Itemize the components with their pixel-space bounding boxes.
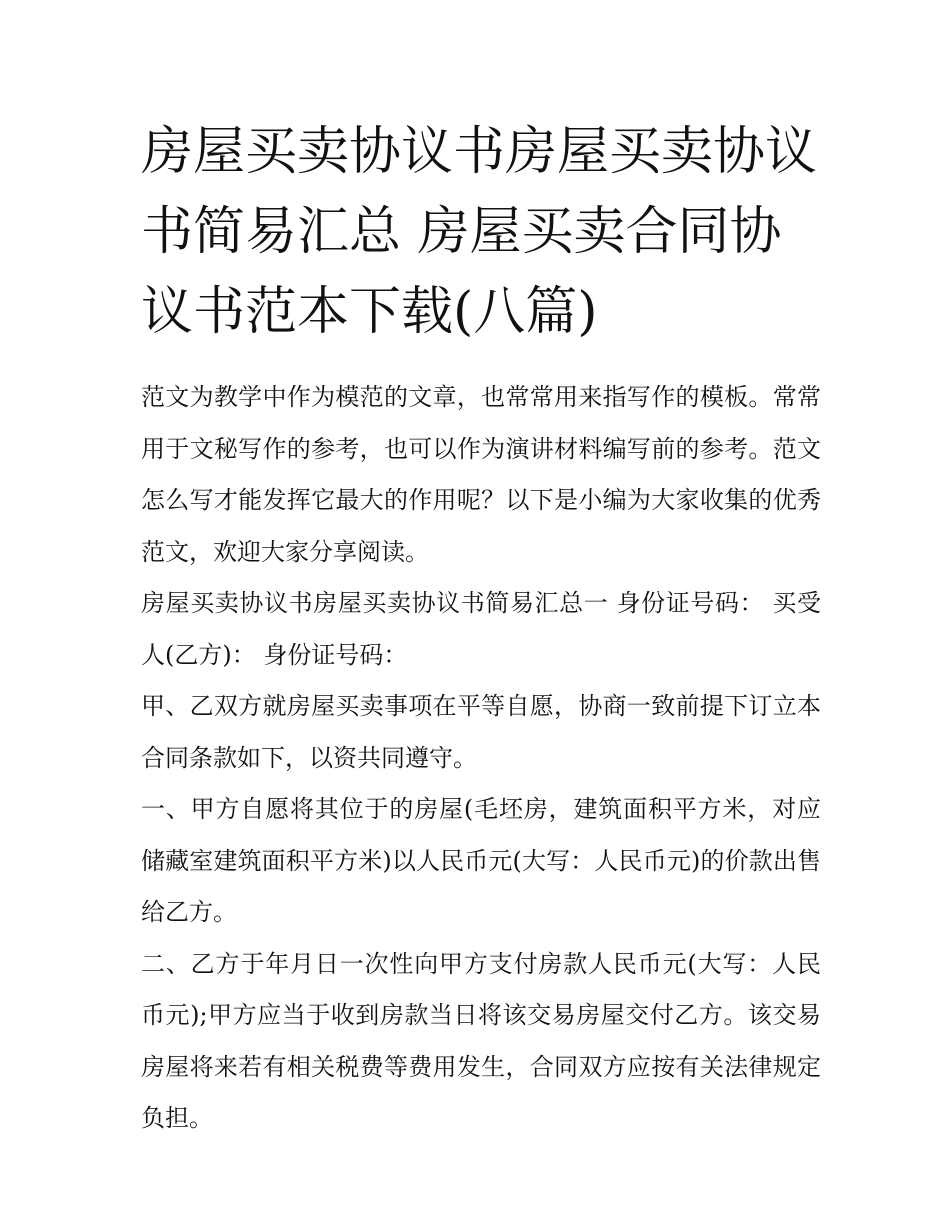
paragraph-clause-2: 二、乙方于年月日一次性向甲方支付房款人民币元(大写：人民币元);甲方应当于收到房款当日将该交易房屋交付乙方。该交易房屋将来若有相关税费等费用发生，合同双方应按有关法律规定负担。 (141, 949, 821, 1132)
paragraph-intro: 范文为教学中作为模范的文章，也常常用来指写作的模板。常常用于文秘写作的参考，也可以作为演讲材料编写前的参考。范文怎么写才能发挥它最大的作用呢？以下是小编为大家收集的优秀范文，欢迎大家分享阅读。 (141, 383, 821, 566)
document-title: 房屋买卖协议书房屋买卖协议书简易汇总 房屋买卖合同协议书范本下载(八篇) (141, 122, 818, 342)
document-page (141, 112, 821, 1145)
paragraph-clause-1: 一、甲方自愿将其位于的房屋(毛坯房，建筑面积平方米，对应储藏室建筑面积平方米)以人民币元(大写：人民币元)的价款出售给乙方。 (141, 795, 821, 926)
paragraph-agreement: 甲、乙双方就房屋买卖事项在平等自愿，协商一致前提下订立本合同条款如下，以资共同遵守。 (141, 692, 821, 772)
document-body (141, 372, 821, 1145)
paragraph-parties: 房屋买卖协议书房屋买卖协议书简易汇总一 身份证号码： 买受人(乙方)： 身份证号码： (141, 589, 821, 669)
